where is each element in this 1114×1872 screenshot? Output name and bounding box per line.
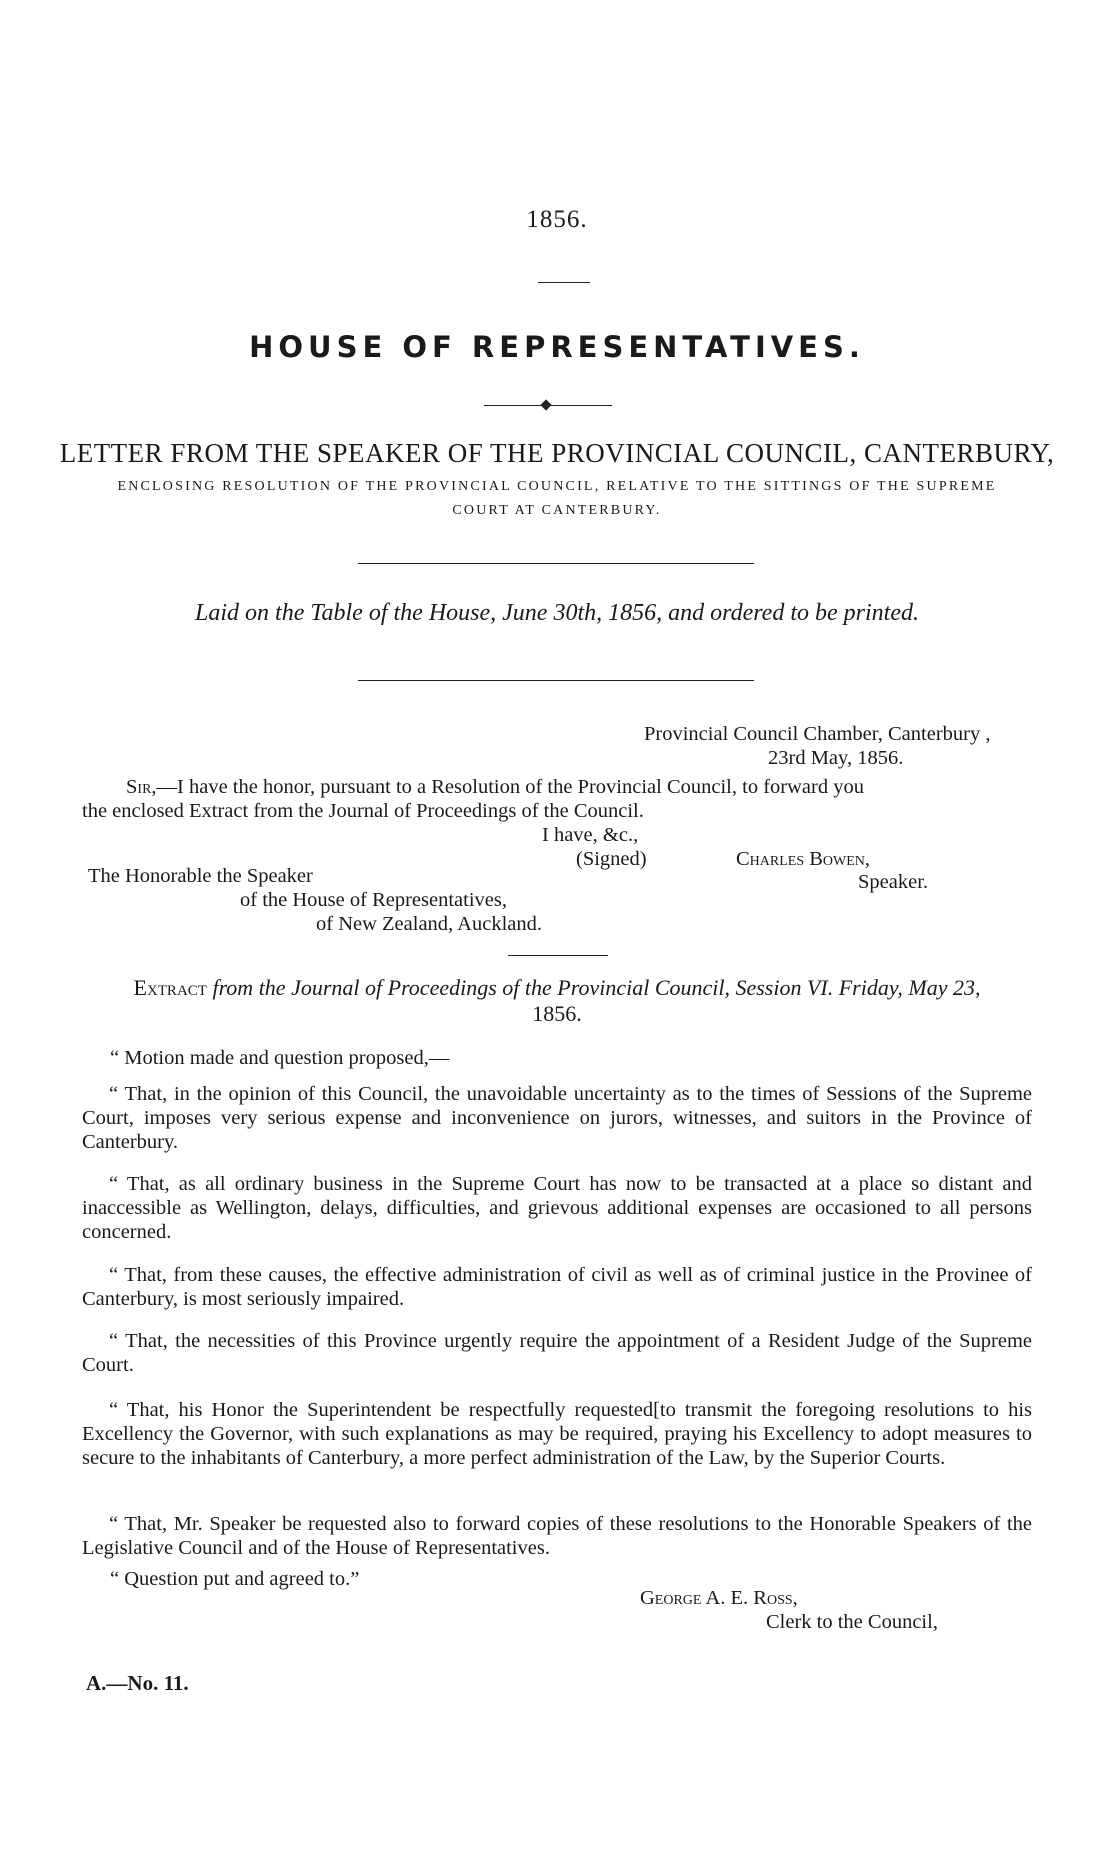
letter-title: LETTER FROM THE SPEAKER OF THE PROVINCIAL COUNCIL, CANTERBURY, (59, 438, 1055, 468)
letter-recipient-1: The Honorable the Speaker (88, 865, 313, 887)
letter-body-line-1 (82, 775, 1032, 799)
letter-body-text-1: —I have the honor, pursuant to a Resolution of the Provincial Council, to forward you (156, 776, 864, 798)
extract-lead: Extract (133, 975, 207, 1000)
question-line: “ Question put and agreed to.” (110, 1568, 360, 1590)
salutation: Sir, (126, 776, 157, 798)
resolution-3: “ That, from these causes, the effective administration of civil as well as of criminal justice in the Provinee of Canterbury, is most seriously impaired. (82, 1264, 1032, 1310)
letter-recipient-3: of New Zealand, Auckland. (316, 913, 542, 935)
extract-heading-line-2: 1856. (532, 1001, 582, 1026)
letter-address: Provincial Council Chamber, Canterbury , (644, 723, 991, 745)
house-title: HOUSE OF REPRESENTATIVES. (249, 330, 865, 364)
clerk-name: George A. E. Ross, (640, 1587, 798, 1609)
letter-signed: (Signed) (576, 848, 647, 870)
extract-heading (82, 975, 1032, 1027)
letter-body (82, 775, 1032, 823)
letter-subtitle (0, 475, 1114, 523)
divider (358, 680, 754, 681)
year-heading: 1856. (526, 206, 588, 233)
extract-heading-line-1 (82, 975, 1032, 1001)
divider (508, 955, 608, 956)
letter-subtitle-line-1: ENCLOSING RESOLUTION OF THE PROVINCIAL COUNCIL, RELATIVE TO THE SITTINGS OF THE SUPREME (117, 479, 997, 494)
ornament-divider (484, 400, 612, 412)
clerk-title: Clerk to the Council, (766, 1611, 938, 1633)
divider (358, 563, 754, 564)
resolution-2: “ That, as all ordinary business in the Supreme Court has now to be transacted at a place so distant and inaccessible as Wellington, delays, difficulties, and grievous additional expenses are occasioned to all persons concerned. (82, 1173, 1032, 1243)
letter-closing: I have, &c., (542, 824, 639, 846)
letter-recipient-2: of the House of Representatives, (240, 889, 507, 911)
letter-subtitle-line-2: COURT AT CANTERBURY. (452, 503, 662, 518)
resolution-1: “ That, in the opinion of this Council, the unavoidable uncertainty as to the times of Sessions of the Supreme Court, imposes very serious expense and inconvenience on jurors, witnesses, and suitors in the Province of Canterbury. (82, 1083, 1032, 1153)
extract-heading-text-1: from the Journal of Proceedings of the Provincial Council, Session VI. Friday, May 23, (206, 975, 981, 1000)
letter-signatory-title: Speaker. (858, 871, 929, 893)
letter-date: 23rd May, 1856. (768, 747, 904, 769)
letter-signatory: Charles Bowen, (736, 848, 871, 870)
resolution-4: “ That, the necessities of this Province urgently require the appointment of a Resident Judge of the Supreme Court. (82, 1330, 1032, 1376)
document-code: A.—No. 11. (86, 1671, 189, 1695)
resolution-5: “ That, his Honor the Superintendent be respectfully requested[to transmit the foregoing resolutions to his Excellency the Governor, with such explanations as may be required, praying his Excellency to adopt measures to secure to the inhabitants of Canterbury, a more perfect administration of the Law, by the Superior Courts. (82, 1399, 1032, 1469)
laid-on-table-note: Laid on the Table of the House, June 30th, 1856, and ordered to be printed. (195, 600, 919, 626)
ornament-diamond-icon (540, 399, 551, 410)
resolution-6: “ That, Mr. Speaker be requested also to forward copies of these resolutions to the Honorable Speakers of the Legislative Council and of the House of Representatives. (82, 1513, 1032, 1559)
divider (538, 282, 590, 283)
motion-line: “ Motion made and question proposed,— (110, 1047, 450, 1069)
letter-body-line-2: the enclosed Extract from the Journal of Proceedings of the Council. (82, 800, 644, 822)
